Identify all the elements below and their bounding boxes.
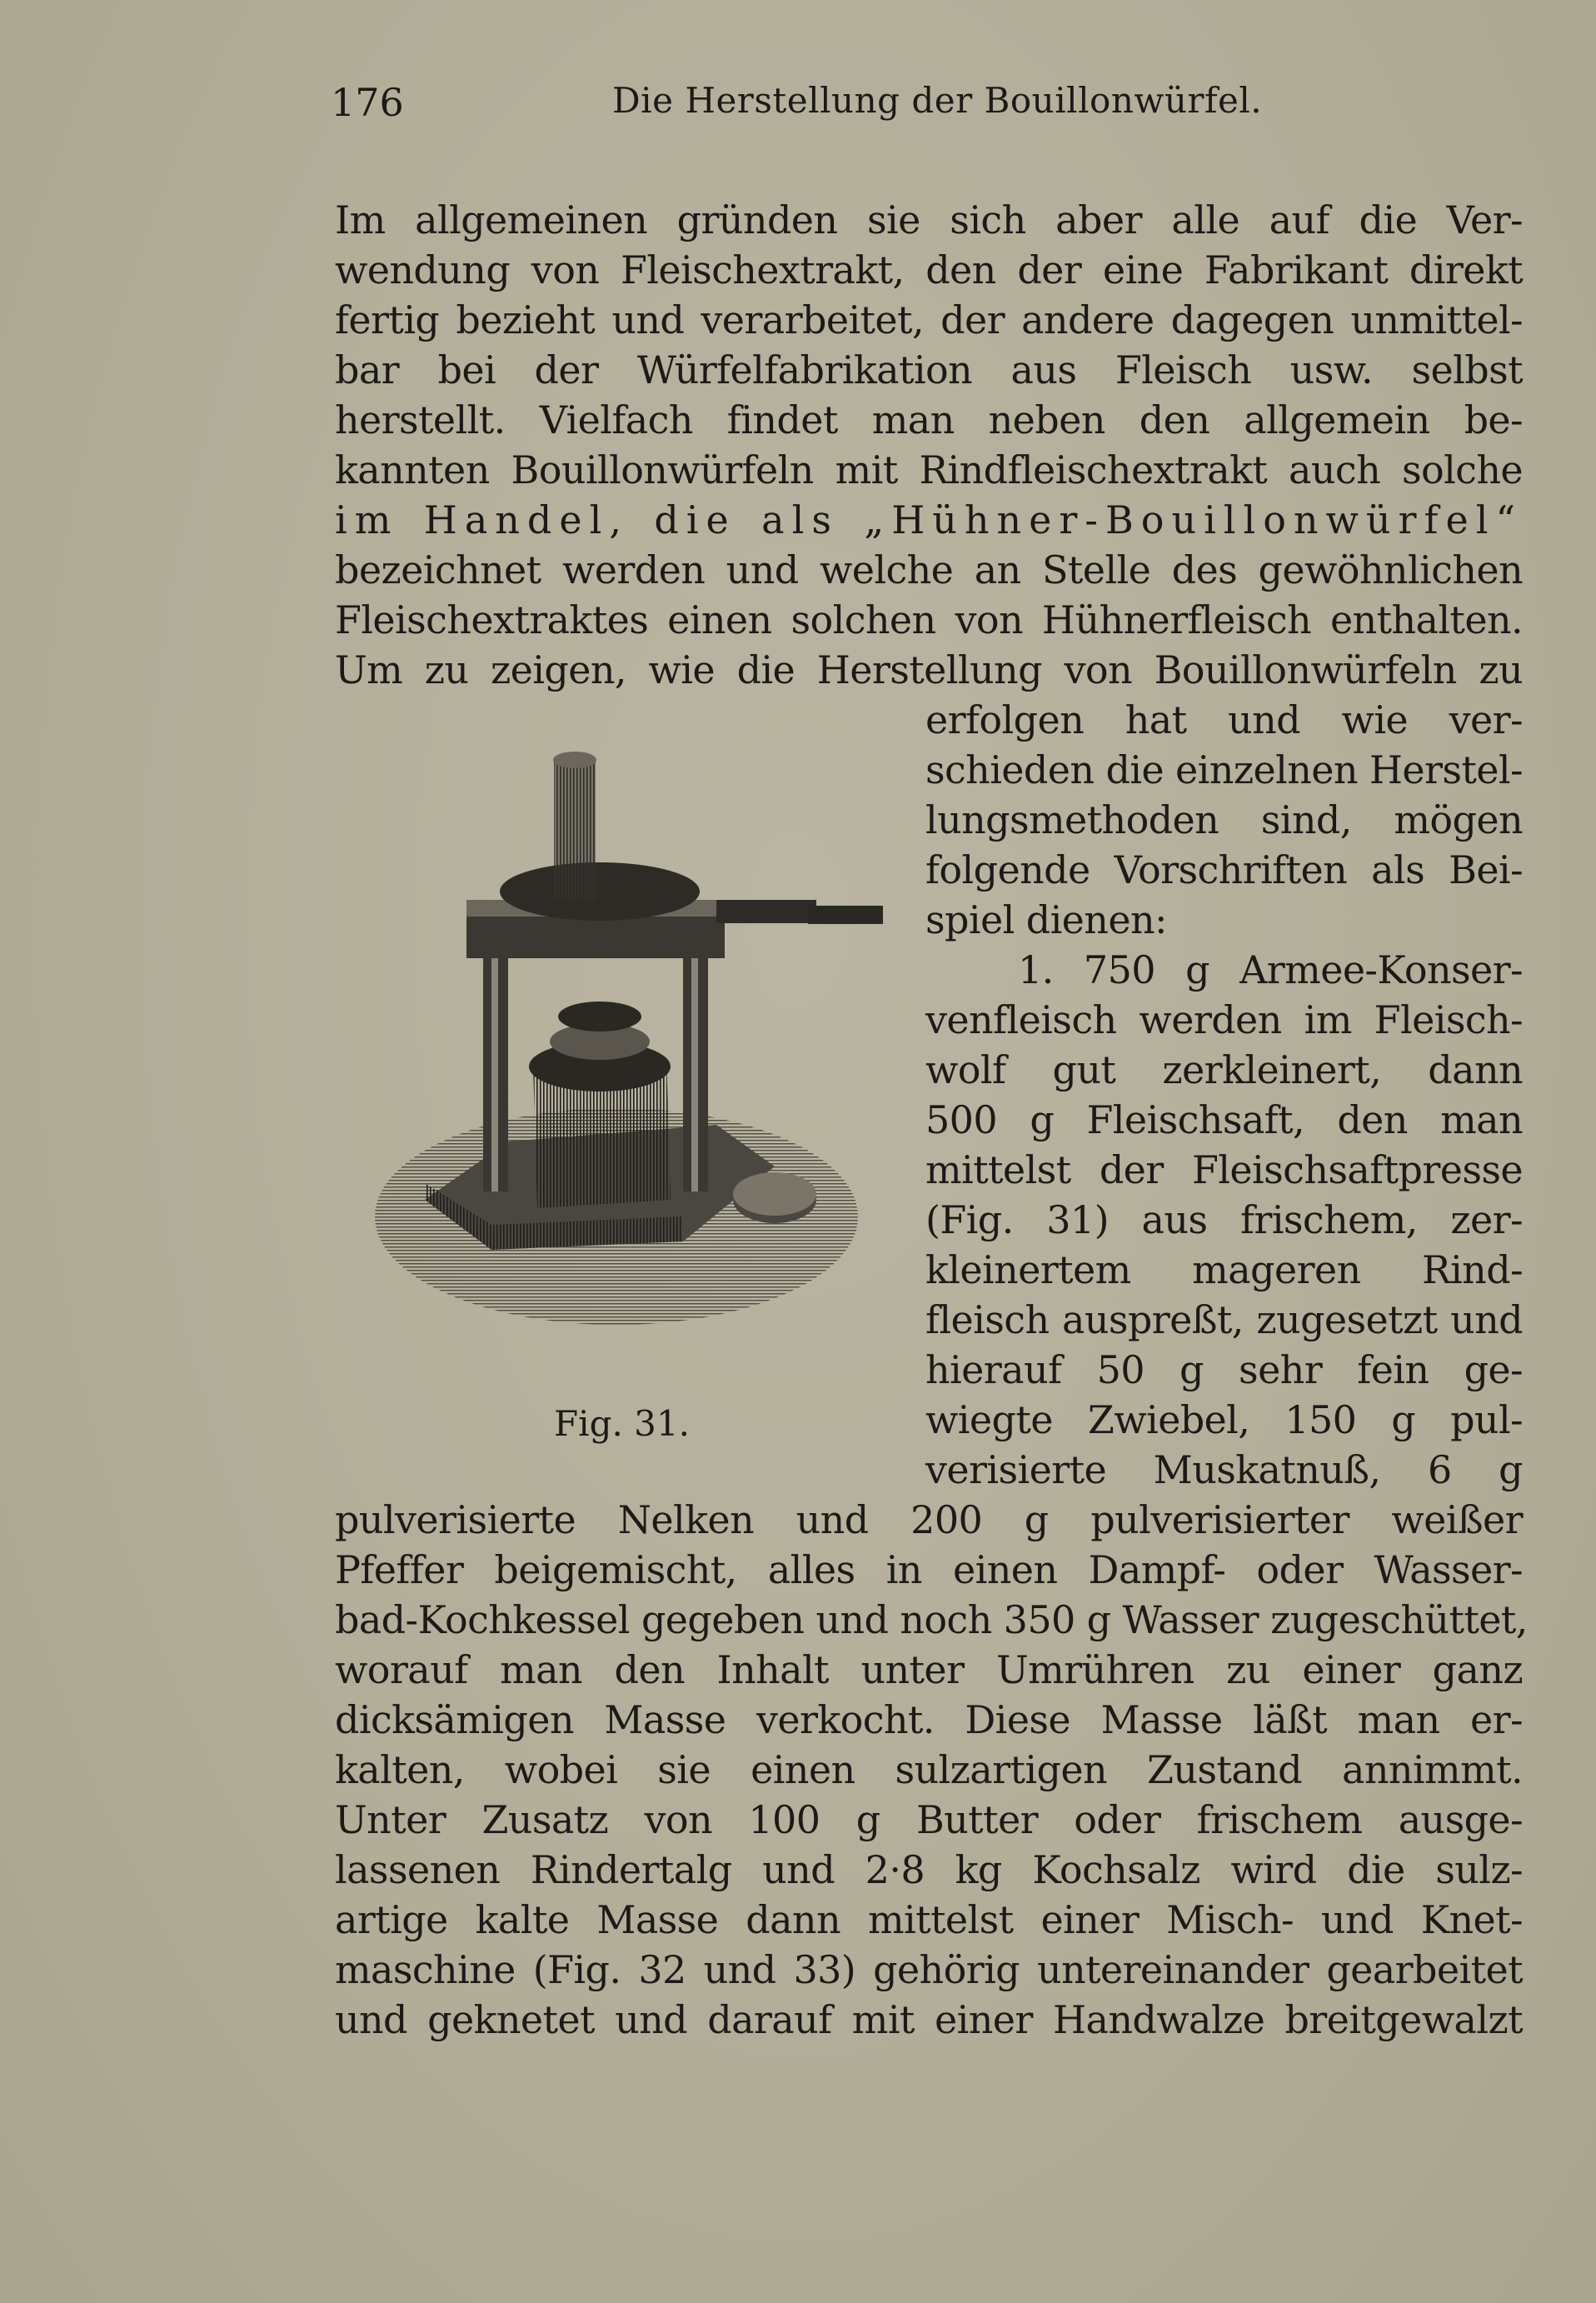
text-line: kannten Bouillonwürfeln mit Rindfleischextrakt auch solche xyxy=(335,447,1523,492)
running-title: Die Herstellung der Bouillonwürfel. xyxy=(612,80,1263,121)
text-line: wiegte Zwiebel, 150 g pul- xyxy=(925,1397,1523,1442)
figure-fleischsaftpresse-illustration xyxy=(367,733,883,1366)
text-line: lassenen Rindertalg und 2·8 kg Kochsalz wird die sulz- xyxy=(335,1847,1523,1892)
text-line: venfleisch werden im Fleisch- xyxy=(925,997,1523,1042)
text-line: bar bei der Würfelfabrikation aus Fleisch usw. selbst xyxy=(335,347,1523,392)
text-line: pulverisierte Nelken und 200 g pulverisierter weißer xyxy=(335,1497,1523,1542)
text-line: herstellt. Vielfach findet man neben den allgemein be- xyxy=(335,397,1523,442)
text-line: bad-Kochkessel gegeben und noch 350 g Wasser zugeschüttet, xyxy=(335,1597,1528,1642)
text-line: wendung von Fleischextrakt, den der eine Fabrikant direkt xyxy=(335,247,1523,292)
text-line: lungsmethoden sind, mögen xyxy=(925,797,1523,842)
text-line: 1. 750 g Armee-Konser- xyxy=(1018,947,1523,992)
figure-caption: Fig. 31. xyxy=(554,1403,690,1444)
text-line: artige kalte Masse dann mittelst einer Misch- und Knet- xyxy=(335,1897,1523,1942)
text-line: folgende Vorschriften als Bei- xyxy=(925,847,1523,892)
text-line: verisierte Muskatnuß, 6 g xyxy=(925,1447,1523,1492)
text-line: kalten, wobei sie einen sulzartigen Zustand annimmt. xyxy=(335,1747,1523,1792)
text-line: im Handel, die als „Hühner-Bouillonwürfel“ xyxy=(335,497,1523,542)
text-line: mittelst der Fleischsaftpresse xyxy=(925,1147,1523,1192)
text-line: erfolgen hat und wie ver- xyxy=(925,697,1523,742)
text-line: 500 g Fleischsaft, den man xyxy=(925,1097,1523,1142)
text-line: spiel dienen: xyxy=(925,897,1167,942)
text-line: maschine (Fig. 32 und 33) gehörig untereinander gearbeitet xyxy=(335,1947,1523,1992)
text-line: und geknetet und darauf mit einer Handwalze breitgewalzt xyxy=(335,1997,1523,2042)
text-line: schieden die einzelnen Herstel- xyxy=(925,747,1523,792)
text-line: Im allgemeinen gründen sie sich aber alle auf die Ver- xyxy=(335,197,1523,242)
text-line: Fleischextraktes einen solchen von Hühnerfleisch enthalten. xyxy=(335,597,1523,642)
text-line: wolf gut zerkleinert, dann xyxy=(925,1047,1523,1092)
text-line: fertig bezieht und verarbeitet, der andere dagegen unmittel- xyxy=(335,297,1523,342)
text-line: bezeichnet werden und welche an Stelle des gewöhnlichen xyxy=(335,547,1523,592)
text-line: Pfeffer beigemischt, alles in einen Dampf- oder Wasser- xyxy=(335,1547,1523,1592)
text-line: Unter Zusatz von 100 g Butter oder frischem ausge- xyxy=(335,1797,1523,1842)
page-number: 176 xyxy=(331,80,404,125)
text-line: kleinertem mageren Rind- xyxy=(925,1247,1523,1292)
text-line: Um zu zeigen, wie die Herstellung von Bouillonwürfeln zu xyxy=(335,647,1523,692)
text-line: hierauf 50 g sehr fein ge- xyxy=(925,1347,1523,1392)
text-line: worauf man den Inhalt unter Umrühren zu einer ganz xyxy=(335,1647,1523,1692)
text-line: (Fig. 31) aus frischem, zer- xyxy=(925,1197,1523,1242)
text-line: dicksämigen Masse verkocht. Diese Masse läßt man er- xyxy=(335,1697,1523,1742)
text-line: fleisch auspreßt, zugesetzt und xyxy=(925,1297,1523,1342)
